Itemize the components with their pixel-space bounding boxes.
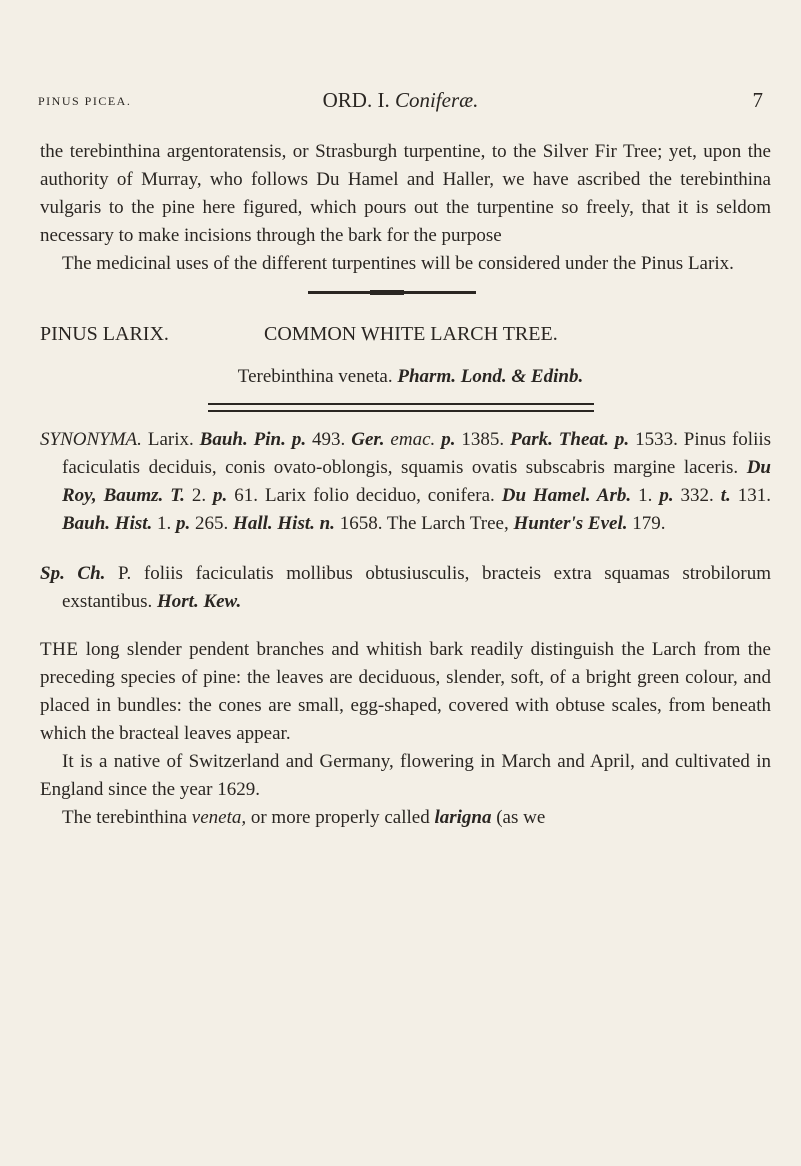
page-number: 7 bbox=[752, 88, 763, 112]
synonyma-segment: Hunter's Evel. bbox=[513, 513, 628, 534]
synonyma-segment: p. bbox=[659, 485, 674, 506]
double-rule bbox=[208, 403, 594, 412]
synonyma-segment: 2. bbox=[184, 485, 214, 506]
running-head bbox=[38, 88, 763, 114]
synonyma-segment: t. bbox=[720, 485, 731, 506]
running-head-center bbox=[38, 88, 763, 113]
synonyma-segment: 1533. Pinus foliis faciculatis deciduis, conis ovato-oblongis, squamis ovatis subscabris margine laceris. bbox=[62, 429, 772, 478]
synonyma-block bbox=[40, 426, 771, 538]
pharm-reference: Pharm. Lond. & Edinb. bbox=[397, 366, 584, 387]
synonyma-text bbox=[40, 426, 771, 538]
pharmacopoeia-line bbox=[0, 366, 801, 388]
synonyma-label: SYNONYMA. bbox=[40, 429, 142, 450]
description-paragraph-2: It is a native of Switzerland and Germany, flowering in March and April, and cultivated in England since the year 1629. bbox=[40, 751, 771, 800]
intro-text-1: the terebinthina argentoratensis, or Strasburgh turpentine, to the Silver Fir Tree; yet, upon the authority of Murray, who follows Du Hamel and Haller, we have ascribed the terebinthina vulgaris to the pine here figured, which pours out the turpentine so freely, that it is seldom necessary to make incisions through the bark for the purpose bbox=[40, 141, 771, 246]
species-latin-name: PINUS LARIX. bbox=[40, 323, 169, 345]
synonyma-segment: Ger. bbox=[351, 429, 385, 450]
synonyma-segment: 265. bbox=[190, 513, 234, 534]
synonyma-segment: 1. bbox=[152, 513, 177, 534]
species-common-name: COMMON WHITE LARCH TREE. bbox=[264, 323, 558, 345]
synonyma-segment: Hall. Hist. n. bbox=[233, 513, 335, 534]
description-paragraph-3: The terebinthina veneta, or more properly called larigna (as we bbox=[62, 807, 546, 828]
species-char-text: P. foliis faciculatis mollibus obtusiusculis, bracteis extra squamas strobilorum exstantibus. bbox=[62, 563, 771, 612]
synonyma-segment: Bauh. Hist. bbox=[62, 513, 153, 534]
order-name: Coniferæ. bbox=[394, 88, 479, 112]
section-divider bbox=[308, 291, 476, 294]
pharm-name: Terebinthina veneta. bbox=[237, 366, 393, 387]
synonyma-segment: p. bbox=[176, 513, 191, 534]
order-label: ORD. I. bbox=[322, 88, 390, 112]
synonyma-segment: 179. bbox=[627, 513, 666, 534]
synonyma-segment: 1385. bbox=[455, 429, 511, 450]
species-char-ref: Hort. Kew. bbox=[157, 591, 242, 612]
intro-paragraph bbox=[40, 138, 771, 278]
synonyma-segment: 1658. The Larch Tree, bbox=[334, 513, 514, 534]
synonyma-segment: 1. bbox=[631, 485, 660, 506]
synonyma-segment: 61. Larix folio deciduo, conifera. bbox=[227, 485, 502, 506]
synonyma-segment: Larix. bbox=[141, 429, 200, 450]
synonyma-segment: Park. Theat. p. bbox=[510, 429, 630, 450]
synonyma-segment: Bauh. Pin. p. bbox=[199, 429, 307, 450]
synonyma-segment: p. bbox=[441, 429, 456, 450]
species-heading bbox=[40, 323, 771, 351]
synonyma-segment: 131. bbox=[730, 485, 771, 506]
species-char-label: Sp. Ch. bbox=[40, 563, 106, 584]
description-body bbox=[40, 636, 771, 832]
intro-text-2: The medicinal uses of the different turpentines will be considered under the Pinus Larix. bbox=[62, 253, 734, 274]
running-head-left: PINUS PICEA. bbox=[38, 94, 132, 108]
synonyma-segment: Du Hamel. Arb. bbox=[501, 485, 632, 506]
synonyma-segment: 332. bbox=[673, 485, 721, 506]
description-paragraph-1: THE long slender pendent branches and whitish bark readily distinguish the Larch from the preceding species of pine: the leaves are deciduous, slender, soft, of a bright green colour, and placed in bundles: the cones are small, egg-shaped, covered with obtuse scales, from beneath which the bracteal leaves appear. bbox=[40, 639, 771, 744]
synonyma-segment: 493. bbox=[306, 429, 352, 450]
synonyma-segment: Du Roy, Baumz. T. bbox=[62, 457, 771, 506]
synonyma-segment: emac. bbox=[390, 429, 436, 450]
synonyma-segment: p. bbox=[213, 485, 228, 506]
species-character bbox=[40, 560, 771, 616]
